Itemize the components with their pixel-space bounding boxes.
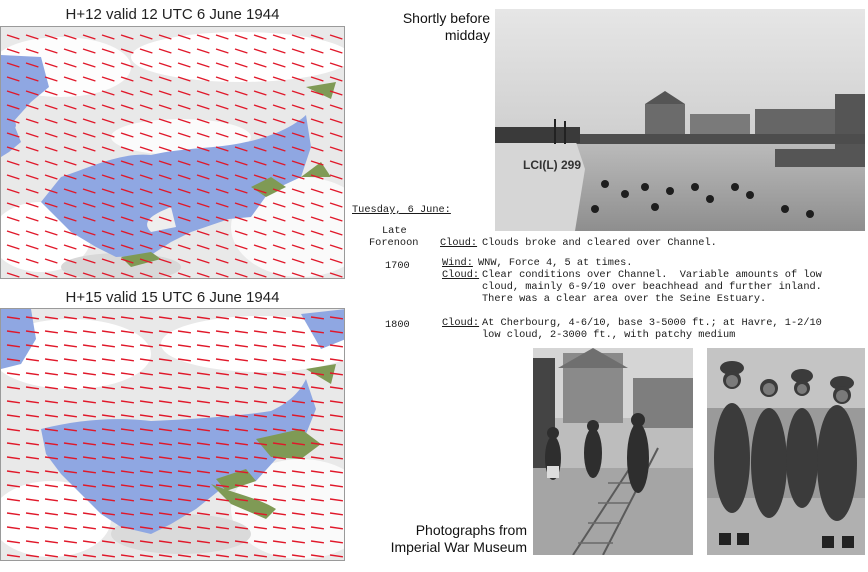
log-time-late: Late bbox=[382, 225, 407, 237]
log-heading: Tuesday, 6 June: bbox=[352, 204, 451, 216]
log-text-cloud-3a: At Cherbourg, 4-6/10, base 3-5000 ft.; at Havre, 1-2/10 bbox=[482, 317, 822, 329]
log-time-1700: 1700 bbox=[385, 260, 410, 272]
log-time-1800: 1800 bbox=[385, 319, 410, 331]
photo-credit-line1: Photographs from bbox=[415, 522, 527, 538]
photo-credit-caption bbox=[355, 522, 527, 556]
beach-landing-photo bbox=[495, 9, 865, 231]
log-text-cloud-3b: low cloud, 2-3000 ft., with patchy medium bbox=[482, 329, 736, 341]
weather-log bbox=[352, 204, 864, 354]
log-text-cloud-2c: There was a clear area over the Seine Estuary. bbox=[482, 293, 767, 305]
soldiers-group-photo bbox=[707, 348, 865, 555]
log-text-1: Clouds broke and cleared over Channel. bbox=[482, 237, 717, 249]
midday-caption-line1: Shortly before bbox=[402, 10, 490, 26]
log-text-wind: WNW, Force 4, 5 at times. bbox=[478, 257, 633, 269]
log-time-forenoon: Forenoon bbox=[369, 237, 419, 249]
weather-map-h12 bbox=[0, 26, 345, 279]
log-label-wind: Wind: bbox=[442, 257, 473, 269]
weather-map-h15 bbox=[0, 308, 345, 561]
map-title-h15: H+15 valid 15 UTC 6 June 1944 bbox=[65, 289, 280, 306]
log-label-cloud-3: Cloud: bbox=[442, 317, 480, 329]
map-h12-canvas bbox=[1, 27, 345, 279]
log-text-cloud-2b: cloud, mainly 6-9/10 over beachhead and further inland. bbox=[482, 281, 822, 293]
midday-caption-line2: midday bbox=[444, 27, 490, 43]
map-h15-canvas bbox=[1, 309, 345, 561]
midday-caption bbox=[380, 10, 490, 44]
landing-craft-hull-number: LCI(L) 299 bbox=[523, 158, 582, 172]
railway-street-photo bbox=[533, 348, 693, 555]
map-title-h12: H+12 valid 12 UTC 6 June 1944 bbox=[65, 6, 280, 23]
log-text-cloud-2a: Clear conditions over Channel. Variable amounts of low bbox=[482, 269, 822, 281]
log-label-cloud-2: Cloud: bbox=[442, 269, 480, 281]
photo-credit-line2: Imperial War Museum bbox=[390, 539, 527, 555]
log-label-cloud-1: Cloud: bbox=[440, 237, 478, 249]
